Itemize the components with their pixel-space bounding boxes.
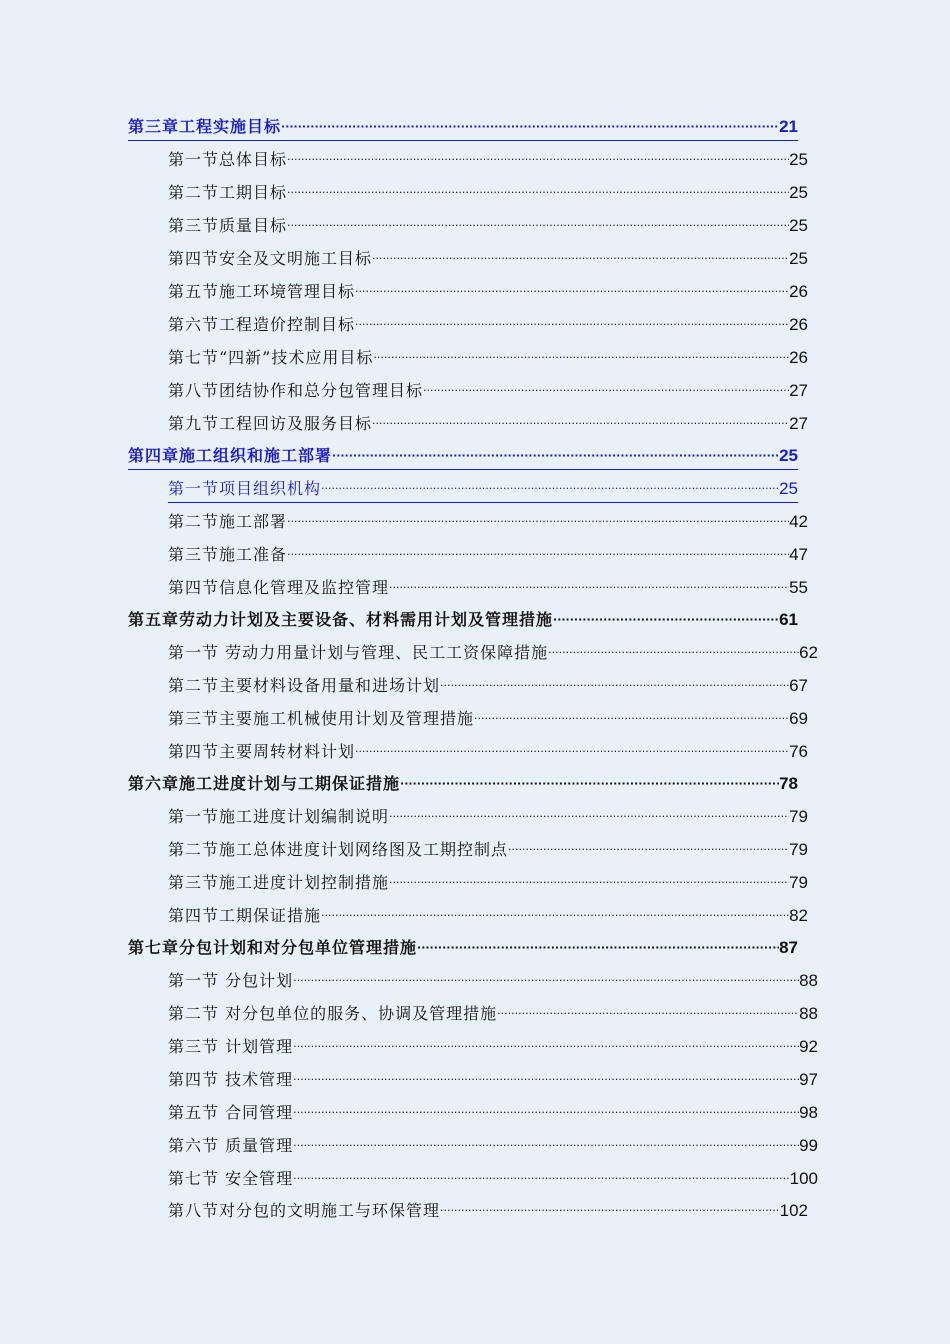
toc-entry-title: 第四节 技术管理 xyxy=(168,1070,294,1089)
toc-dot-leader xyxy=(373,345,789,371)
toc-dot-leader xyxy=(321,476,779,502)
toc-dot-leader xyxy=(508,837,789,863)
toc-section-4-1[interactable] xyxy=(168,476,798,503)
toc-section-3-9[interactable] xyxy=(168,411,808,437)
toc-page-number: 25 xyxy=(789,249,808,268)
toc-entry-title: 第四节主要周转材料计划 xyxy=(168,742,356,761)
toc-entry-title: 第七节 安全管理 xyxy=(168,1169,294,1188)
toc-page-number: 76 xyxy=(789,742,808,761)
toc-dot-leader xyxy=(548,640,799,666)
toc-page-number: 27 xyxy=(789,414,808,433)
toc-section-4-2[interactable] xyxy=(168,509,808,535)
toc-dot-leader xyxy=(281,114,779,140)
toc-dot-leader xyxy=(474,706,789,732)
toc-page-number: 61 xyxy=(779,610,798,629)
toc-entry-title: 第二节主要材料设备用量和进场计划 xyxy=(168,676,441,695)
toc-entry-title: 第四节信息化管理及监控管理 xyxy=(168,578,390,597)
toc-dot-leader xyxy=(293,1133,799,1159)
toc-page-number: 92 xyxy=(799,1037,818,1056)
toc-page-number: 100 xyxy=(789,1169,818,1188)
toc-section-7-1[interactable] xyxy=(168,968,818,994)
toc-section-3-5[interactable] xyxy=(168,279,808,305)
toc-dot-leader xyxy=(287,147,789,173)
toc-dot-leader xyxy=(389,870,789,896)
toc-section-5-1[interactable] xyxy=(168,640,818,666)
toc-chapter-3[interactable] xyxy=(128,114,798,141)
toc-entry-title: 第五节施工环境管理目标 xyxy=(168,282,356,301)
toc-entry-title: 第一节 劳动力用量计划与管理、民工工资保障措施 xyxy=(168,643,549,662)
toc-dot-leader xyxy=(293,1100,799,1126)
toc-entry-title: 第九节工程回访及服务目标 xyxy=(168,414,373,433)
toc-section-3-4[interactable] xyxy=(168,246,808,272)
toc-entry-title: 第四章施工组织和施工部署 xyxy=(128,446,333,465)
toc-section-5-4[interactable] xyxy=(168,739,808,765)
toc-dot-leader xyxy=(321,903,789,929)
toc-dot-leader xyxy=(287,213,789,239)
toc-section-4-3[interactable] xyxy=(168,542,808,568)
toc-section-7-5[interactable] xyxy=(168,1100,818,1126)
toc-section-7-3[interactable] xyxy=(168,1034,818,1060)
toc-section-7-6[interactable] xyxy=(168,1133,818,1159)
toc-page-number: 87 xyxy=(779,938,798,957)
toc-dot-leader xyxy=(423,378,789,404)
toc-dot-leader xyxy=(287,542,789,568)
toc-dot-leader xyxy=(440,673,789,699)
toc-page-number: 27 xyxy=(789,381,808,400)
toc-dot-leader xyxy=(417,935,779,961)
toc-page-number: 26 xyxy=(789,282,808,301)
toc-dot-leader xyxy=(293,1034,799,1060)
toc-dot-leader xyxy=(355,279,789,305)
toc-page-number: 88 xyxy=(799,1004,818,1023)
toc-entry-title: 第八节团结协作和总分包管理目标 xyxy=(168,381,424,400)
toc-page-number: 25 xyxy=(779,479,798,498)
toc-chapter-6[interactable] xyxy=(128,771,798,797)
toc-page-number: 42 xyxy=(789,512,808,531)
toc-entry-title: 第七章分包计划和对分包单位管理措施 xyxy=(128,938,418,957)
toc-page-number: 97 xyxy=(799,1070,818,1089)
toc-dot-leader xyxy=(372,246,789,272)
toc-entry-title: 第二节施工部署 xyxy=(168,512,288,531)
toc-entry-title: 第一节项目组织机构 xyxy=(168,479,322,498)
toc-entry-title: 第六章施工进度计划与工期保证措施 xyxy=(128,774,401,793)
toc-entry-title: 第六节 质量管理 xyxy=(168,1136,294,1155)
toc-page-number: 26 xyxy=(789,315,808,334)
toc-section-6-3[interactable] xyxy=(168,870,808,896)
toc-section-6-4[interactable] xyxy=(168,903,808,929)
toc-dot-leader xyxy=(293,1067,799,1093)
toc-entry-title: 第三节施工进度计划控制措施 xyxy=(168,873,390,892)
toc-section-3-1[interactable] xyxy=(168,147,808,173)
toc-page-number: 99 xyxy=(799,1136,818,1155)
toc-page-number: 25 xyxy=(789,183,808,202)
toc-section-3-3[interactable] xyxy=(168,213,808,239)
toc-page-number: 25 xyxy=(779,446,798,465)
toc-entry-title: 第一节总体目标 xyxy=(168,150,288,169)
toc-chapter-4[interactable] xyxy=(128,443,798,470)
toc-page-number: 102 xyxy=(779,1201,808,1220)
toc-dot-leader xyxy=(440,1198,780,1224)
toc-section-7-8[interactable] xyxy=(168,1198,808,1224)
toc-entry-title: 第四节工期保证措施 xyxy=(168,906,322,925)
toc-entry-title: 第三节施工准备 xyxy=(168,545,288,564)
toc-entry-title: 第三节主要施工机械使用计划及管理措施 xyxy=(168,709,475,728)
toc-page-number: 82 xyxy=(789,906,808,925)
toc-page-number: 79 xyxy=(789,840,808,859)
toc-entry-title: 第三节 计划管理 xyxy=(168,1037,294,1056)
toc-dot-leader xyxy=(355,739,789,765)
toc-entry-title: 第五章劳动力计划及主要设备、材料需用计划及管理措施 xyxy=(128,610,554,629)
toc-entry-title: 第二节施工总体进度计划网络图及工期控制点 xyxy=(168,840,509,859)
toc-page-number: 69 xyxy=(789,709,808,728)
toc-entry-title: 第八节对分包的文明施工与环保管理 xyxy=(168,1201,441,1220)
toc-page-number: 21 xyxy=(779,117,798,136)
toc-entry-title: 第五节 合同管理 xyxy=(168,1103,294,1122)
toc-entry-title: 第三章工程实施目标 xyxy=(128,117,282,136)
toc-page-number: 78 xyxy=(779,774,798,793)
toc-page-number: 98 xyxy=(799,1103,818,1122)
toc-dot-leader xyxy=(372,411,789,437)
toc-section-3-6[interactable] xyxy=(168,312,808,338)
toc-entry-title: 第二节工期目标 xyxy=(168,183,288,202)
toc-dot-leader xyxy=(389,575,789,601)
toc-dot-leader xyxy=(287,509,789,535)
toc-section-6-1[interactable] xyxy=(168,804,808,830)
toc-page-number: 79 xyxy=(789,873,808,892)
toc-entry-title: 第六节工程造价控制目标 xyxy=(168,315,356,334)
toc-dot-leader xyxy=(355,312,789,338)
toc-entry-title: 第一节 分包计划 xyxy=(168,971,294,990)
toc-dot-leader xyxy=(389,804,789,830)
toc-dot-leader xyxy=(497,1001,799,1027)
toc-entry-title: 第二节 对分包单位的服务、协调及管理措施 xyxy=(168,1004,498,1023)
toc-page-number: 25 xyxy=(789,150,808,169)
toc-chapter-5[interactable] xyxy=(128,607,798,633)
toc-section-5-3[interactable] xyxy=(168,706,808,732)
toc-chapter-7[interactable] xyxy=(128,935,798,961)
toc-page-number: 88 xyxy=(799,971,818,990)
toc-entry-title: 第四节安全及文明施工目标 xyxy=(168,249,373,268)
toc-section-7-2[interactable] xyxy=(168,1001,818,1027)
toc-dot-leader xyxy=(400,771,779,797)
toc-page-number: 26 xyxy=(789,348,808,367)
toc-section-7-7[interactable] xyxy=(168,1166,818,1192)
toc-page-number: 62 xyxy=(799,643,818,662)
toc-entry-title: 第三节质量目标 xyxy=(168,216,288,235)
toc-entry-title: 第七节“四新”技术应用目标 xyxy=(168,348,374,367)
toc-dot-leader xyxy=(293,968,799,994)
toc-dot-leader xyxy=(287,180,789,206)
toc-section-4-4[interactable] xyxy=(168,575,808,601)
toc-entry-title: 第一节施工进度计划编制说明 xyxy=(168,807,390,826)
toc-dot-leader xyxy=(553,607,779,633)
toc-section-3-7[interactable] xyxy=(168,345,808,371)
toc-section-5-2[interactable] xyxy=(168,673,808,699)
toc-section-7-4[interactable] xyxy=(168,1067,818,1093)
toc-page-number: 55 xyxy=(789,578,808,597)
toc-page-number: 25 xyxy=(789,216,808,235)
toc-page-number: 67 xyxy=(789,676,808,695)
toc-dot-leader xyxy=(293,1166,790,1192)
toc-section-6-2[interactable] xyxy=(168,837,808,863)
toc-dot-leader xyxy=(332,443,779,469)
toc-page-number: 79 xyxy=(789,807,808,826)
toc-section-3-2[interactable] xyxy=(168,180,808,206)
toc-page-number: 47 xyxy=(789,545,808,564)
toc-section-3-8[interactable] xyxy=(168,378,808,404)
